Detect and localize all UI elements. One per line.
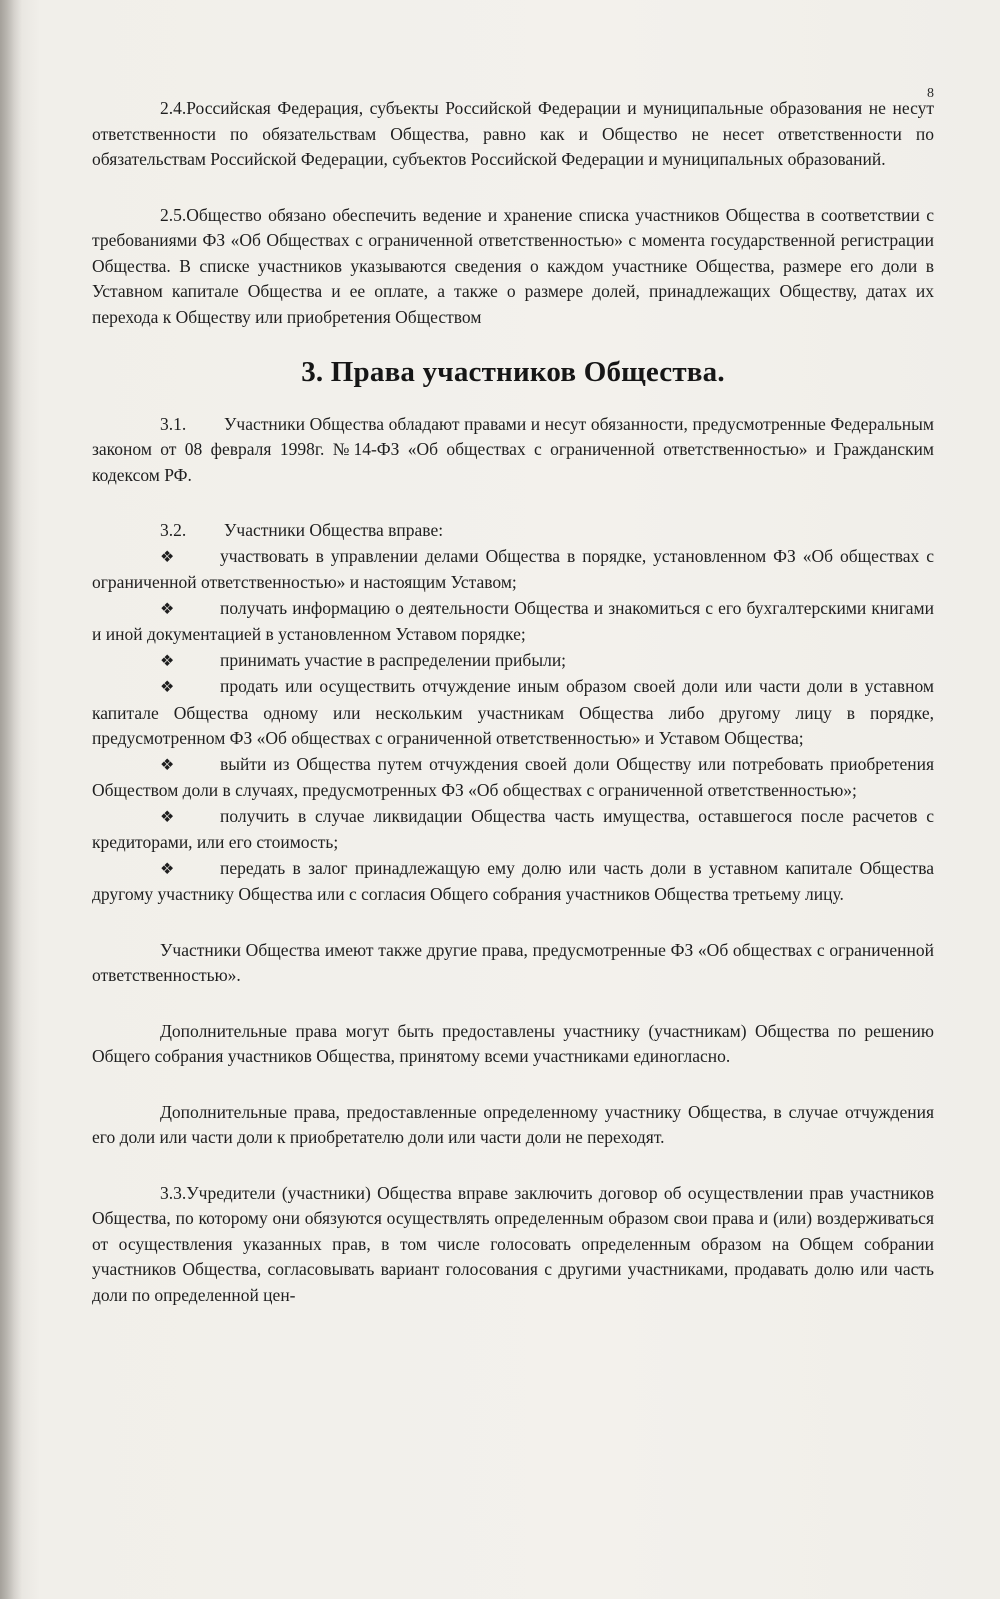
- paragraph-3-2-text: Участники Общества вправе:: [224, 520, 444, 540]
- rights-bullet-item: [92, 544, 934, 596]
- rights-bullet-item: [92, 804, 934, 856]
- rights-bullet-text: передать в залог принадлежащую ему долю или часть доли в уставном капитале Общества другому участнику Общества или с согласия Общего собрания участников Общества третьему лицу.: [92, 857, 934, 904]
- rights-bullet-item: [92, 674, 934, 752]
- rights-bullet-item: [92, 856, 934, 908]
- paragraph-3-1: [92, 412, 934, 489]
- diamond-bullet-icon: ❖: [160, 808, 175, 826]
- paragraph-2-4: 2.4.Российская Федерация, субъекты Российской Федерации и муниципальные образования не несут ответственности по обязательствам Общества, равно как и Общество не несет ответственности по обязательствам Российской Федерации, субъектов Российской Федерации и муниципальных образований.: [92, 98, 934, 169]
- paragraph-3-2-number: 3.2.: [160, 520, 187, 540]
- rights-bullet-text: участвовать в управлении делами Общества в порядке, установленном ФЗ «Об обществах с ограниченной ответственностью» и настоящим Уставом;: [92, 545, 934, 592]
- paragraph-3-2: [92, 518, 934, 544]
- rights-bullet-text: получить в случае ликвидации Общества часть имущества, оставшегося после расчетов с кредиторами, или его стоимость;: [92, 805, 934, 852]
- diamond-bullet-icon: ❖: [160, 679, 175, 696]
- paragraph-other-rights: Участники Общества имеют также другие права, предусмотренные ФЗ «Об обществах с ограниченной ответственностью».: [92, 939, 934, 985]
- paragraph-3-1-text: Участники Общества обладают правами и несут обязанности, предусмотренные Федеральным законом от 08 февраля 1998г. №14-ФЗ «Об обществах с ограниченной ответственностью» и Гражданским кодексом РФ.: [92, 413, 934, 485]
- diamond-bullet-icon: ❖: [160, 756, 175, 774]
- paragraph-additional-rights: Дополнительные права могут быть предоставлены участнику (участникам) Общества по решению Общего собрания участников Общества, принятому всеми участниками единогласно.: [92, 1020, 934, 1066]
- diamond-bullet-icon: ❖: [160, 652, 175, 670]
- rights-bullet-text: продать или осуществить отчуждение иным образом своей доли или части доли в уставном капитале Общества одному или нескольким участникам Общества либо другому лицу в порядке, предусмотренном ФЗ «Об обществах с ограниченной ответственностью» и Уставом Общества;: [92, 676, 934, 748]
- diamond-bullet-icon: ❖: [160, 860, 175, 878]
- rights-bullet-text: принимать участие в распределении прибыли;: [220, 649, 567, 670]
- paragraph-3-3: 3.3.Учредители (участники) Общества вправе заключить договор об осуществлении прав участников Общества, по которому они обязуются осуществлять определенным образом свои права и (или) воздерживаться от осуществления указанных прав, в том числе голосовать определенным образом на Общем собрании участников Общества, согласовывать вариант голосования с другими участниками, продавать долю или часть доли по определенной цен-: [92, 1182, 934, 1305]
- paragraph-3-1-number: 3.1.: [160, 413, 187, 434]
- rights-bullet-item: [92, 648, 934, 675]
- rights-bullet-text: получать информацию о деятельности Общества и знакомиться с его бухгалтерскими книгами и иной документацией в установленном Уставом порядке;: [92, 597, 934, 644]
- rights-bullet-item: [92, 752, 934, 804]
- page-number: 8: [927, 86, 934, 101]
- diamond-bullet-icon: ❖: [160, 548, 175, 566]
- section-title: 3. Права участников Общества.: [301, 356, 725, 388]
- rights-bullet-text: выйти из Общества путем отчуждения своей доли Обществу или потребовать приобретения Обществом доли в случаях, предусмотренных ФЗ «Об обществах с ограниченной ответственностью»;: [92, 753, 934, 800]
- rights-bullet-item: [92, 596, 934, 648]
- paragraph-additional-rights-not-transferred: Дополнительные права, предоставленные определенному участнику Общества, в случае отчуждения его доли или части доли к приобретателю доли или части доли не переходят.: [92, 1101, 934, 1147]
- diamond-bullet-icon: ❖: [160, 600, 175, 618]
- document-body: [92, 96, 934, 1308]
- paragraph-2-5: 2.5.Общество обязано обеспечить ведение и хранение списка участников Общества в соответствии с требованиями ФЗ «Об Обществах с ограниченной ответственностью» с момента государственной регистрации Общества. В списке участников указываются сведения о каждом участнике Общества, размере его доли в Уставном капитале Общества и ее оплате, а также о размере долей, принадлежащих Обществу, датах их перехода к Обществу или приобретения Обществом: [92, 204, 934, 327]
